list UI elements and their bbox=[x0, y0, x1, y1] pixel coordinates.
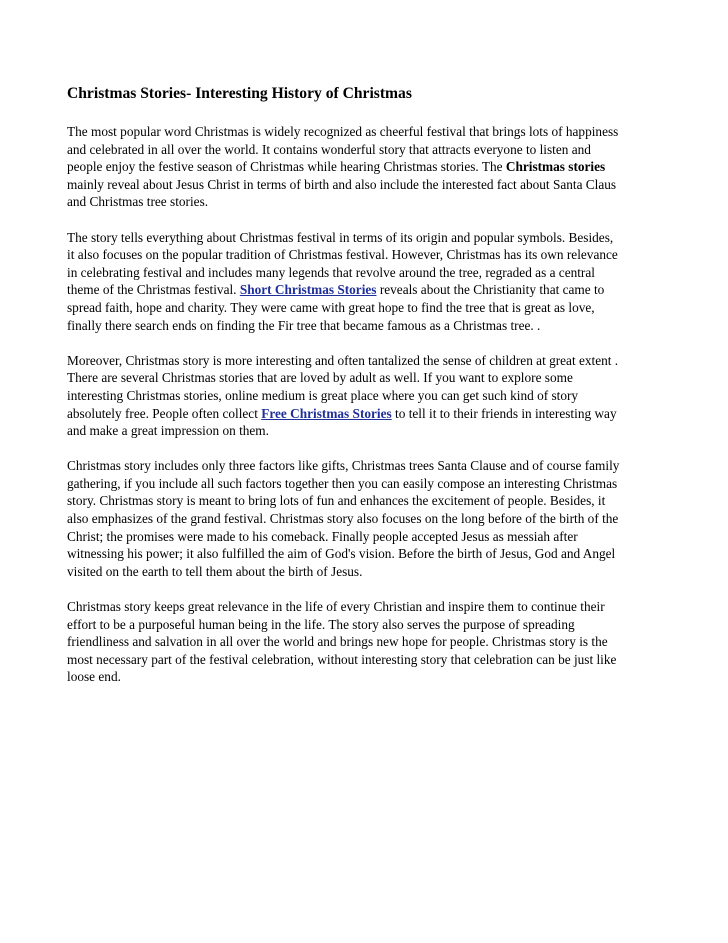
text-line: loose end. bbox=[67, 669, 121, 685]
text-line: Moreover, Christmas story is more interesting and often tantalized the sense of children at great extent . bbox=[67, 352, 619, 368]
text-line: mainly reveal about Jesus Christ in terms of birth and also include the interested fact about Santa Claus bbox=[67, 176, 617, 192]
text-line: The most popular word Christmas is widely recognized as cheerful festival that brings lots of happiness bbox=[67, 124, 619, 139]
text-line: and Christmas tree stories. bbox=[67, 194, 209, 210]
text-run: reveals about the Christianity that came to bbox=[376, 282, 605, 298]
text-line: friendliness and salvation in all over the world and brings new hope for people. Christmas story is the bbox=[67, 634, 608, 650]
text-run: to tell it to their friends in interesting way bbox=[391, 405, 617, 421]
text-run: theme of the Christmas festival. bbox=[67, 282, 240, 298]
short-christmas-stories-link[interactable]: Short Christmas Stories bbox=[239, 282, 377, 298]
paragraph-1 bbox=[67, 123, 663, 211]
text-run: people enjoy the festive season of Christmas while hearing Christmas stories. The bbox=[67, 159, 506, 175]
free-christmas-stories-link[interactable]: Free Christmas Stories bbox=[261, 405, 392, 421]
text-line: visited on the earth to tell them about the birth of Jesus. bbox=[67, 563, 363, 579]
text-line: Christ; the promises were made to his comeback. Finally people accepted Jesus as messiah after bbox=[67, 528, 578, 544]
document-page bbox=[67, 84, 663, 704]
paragraph-4 bbox=[67, 457, 663, 580]
document-title: Christmas Stories- Interesting History of Christmas bbox=[67, 85, 412, 102]
text-line: The story tells everything about Christmas festival in terms of its origin and popular symbols. Besides, bbox=[67, 229, 614, 245]
text-line bbox=[67, 158, 663, 176]
text-line: Christmas story includes only three factors like gifts, Christmas trees Santa Clause and of course family bbox=[67, 458, 620, 474]
text-line: also emphasizes of the grand festival. Christmas story also focuses on the long before of the birth of the bbox=[67, 511, 619, 527]
text-line: spread faith, hope and charity. They were came with great hope to find the tree that is great as love, bbox=[67, 299, 595, 315]
text-line: Christmas story keeps great relevance in the life of every Christian and inspire them to continue their bbox=[67, 599, 605, 615]
text-line: most necessary part of the festival celebration, without interesting story that celebration can be just like bbox=[67, 651, 617, 667]
text-line: effort to be a purposeful human being in the life. The story also serves the purpose of spreading bbox=[67, 616, 575, 632]
text-line: and make a great impression on them. bbox=[67, 423, 269, 439]
text-line: interesting Christmas stories, online medium is great place where you can get such kind of story bbox=[67, 387, 579, 403]
text-line: gathering, if you include all such factors together then you can easily compose an interesting Christmas bbox=[67, 475, 618, 491]
text-line: it also focuses on the popular tradition of Christmas festival. However, Christmas has its own relevance bbox=[67, 247, 618, 263]
text-line bbox=[67, 281, 663, 299]
text-line: There are several Christmas stories that are loved by adult as well. If you want to explore some bbox=[67, 370, 573, 386]
text-run: absolutely free. People often collect bbox=[67, 405, 262, 421]
text-line bbox=[67, 405, 663, 423]
text-line: witnessing his power; it also fulfilled the aim of God's vision. Before the birth of Jesus, God and Angel bbox=[67, 546, 616, 562]
text-line: and celebrated in all over the world. It contains wonderful story that attracts everyone to listen and bbox=[67, 141, 591, 157]
text-line: story. Christmas story is meant to bring lots of fun and enhances the excitement of people. Besides, it bbox=[67, 493, 606, 509]
paragraph-2 bbox=[67, 229, 663, 335]
text-line: in celebrating festival and includes many legends that revolve around the tree, regraded as a central bbox=[67, 264, 595, 280]
bold-term-christmas-stories: Christmas stories bbox=[505, 159, 606, 175]
text-line: finally there search ends on finding the Fir tree that became famous as a Christmas tree. . bbox=[67, 317, 541, 333]
paragraph-3 bbox=[67, 352, 663, 440]
paragraph-5 bbox=[67, 598, 663, 686]
